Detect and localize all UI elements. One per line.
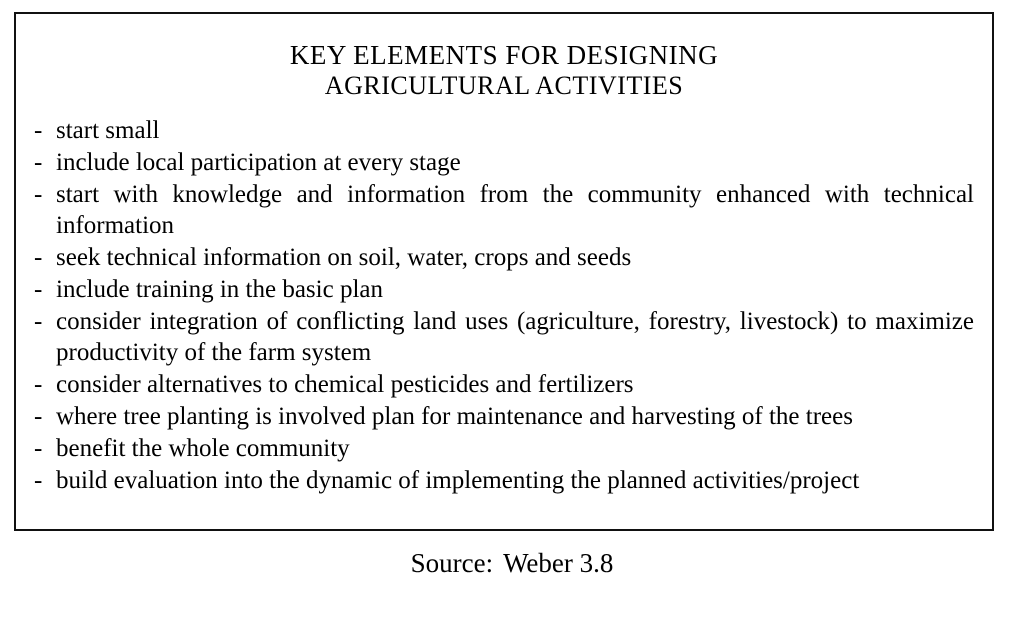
list-item-text: benefit the whole community <box>56 434 350 462</box>
title-line-1: KEY ELEMENTS FOR DESIGNING <box>289 40 719 70</box>
list-item <box>34 401 974 432</box>
list-item-text: include local participation at every stage <box>56 148 461 176</box>
list-item <box>34 179 974 241</box>
list-item-text: start with knowledge and information from the community enhanced with technical information <box>56 180 974 239</box>
bullet-dash-icon: - <box>34 402 43 430</box>
list-item-text: consider alternatives to chemical pesticides and fertilizers <box>56 370 634 398</box>
bullet-dash-icon: - <box>34 370 43 398</box>
list-item <box>34 433 974 464</box>
bullet-dash-icon: - <box>34 275 43 303</box>
list-item <box>34 369 974 400</box>
source-value: Weber 3.8 <box>503 548 614 578</box>
list-item-text: build evaluation into the dynamic of implementing the planned activities/project <box>56 466 860 494</box>
bullet-dash-icon: - <box>34 116 43 144</box>
bullet-dash-icon: - <box>34 434 43 462</box>
list-item <box>34 115 974 146</box>
bullet-dash-icon: - <box>34 148 43 176</box>
list-item-text: where tree planting is involved plan for maintenance and harvesting of the trees <box>56 402 853 430</box>
source-caption <box>0 548 1024 579</box>
bullet-dash-icon: - <box>34 243 43 271</box>
list-item <box>34 147 974 178</box>
list-item <box>34 306 974 368</box>
key-elements-box <box>14 12 994 531</box>
title-line-2: AGRICULTURAL ACTIVITIES <box>324 71 684 101</box>
list-item <box>34 274 974 305</box>
list-item <box>34 465 974 496</box>
list-item <box>34 242 974 273</box>
bullet-dash-icon: - <box>34 307 43 335</box>
bullet-dash-icon: - <box>34 180 43 208</box>
list-item-text: consider integration of conflicting land uses (agriculture, forestry, livestock) to maximize productivity of the farm system <box>56 307 974 366</box>
list-item-text: include training in the basic plan <box>56 275 383 303</box>
list-item-text: start small <box>56 116 160 144</box>
box-title <box>34 40 974 101</box>
bullet-dash-icon: - <box>34 466 43 494</box>
key-elements-list <box>34 115 974 496</box>
list-item-text: seek technical information on soil, water, crops and seeds <box>56 243 632 271</box>
source-label: Source: <box>410 548 494 578</box>
